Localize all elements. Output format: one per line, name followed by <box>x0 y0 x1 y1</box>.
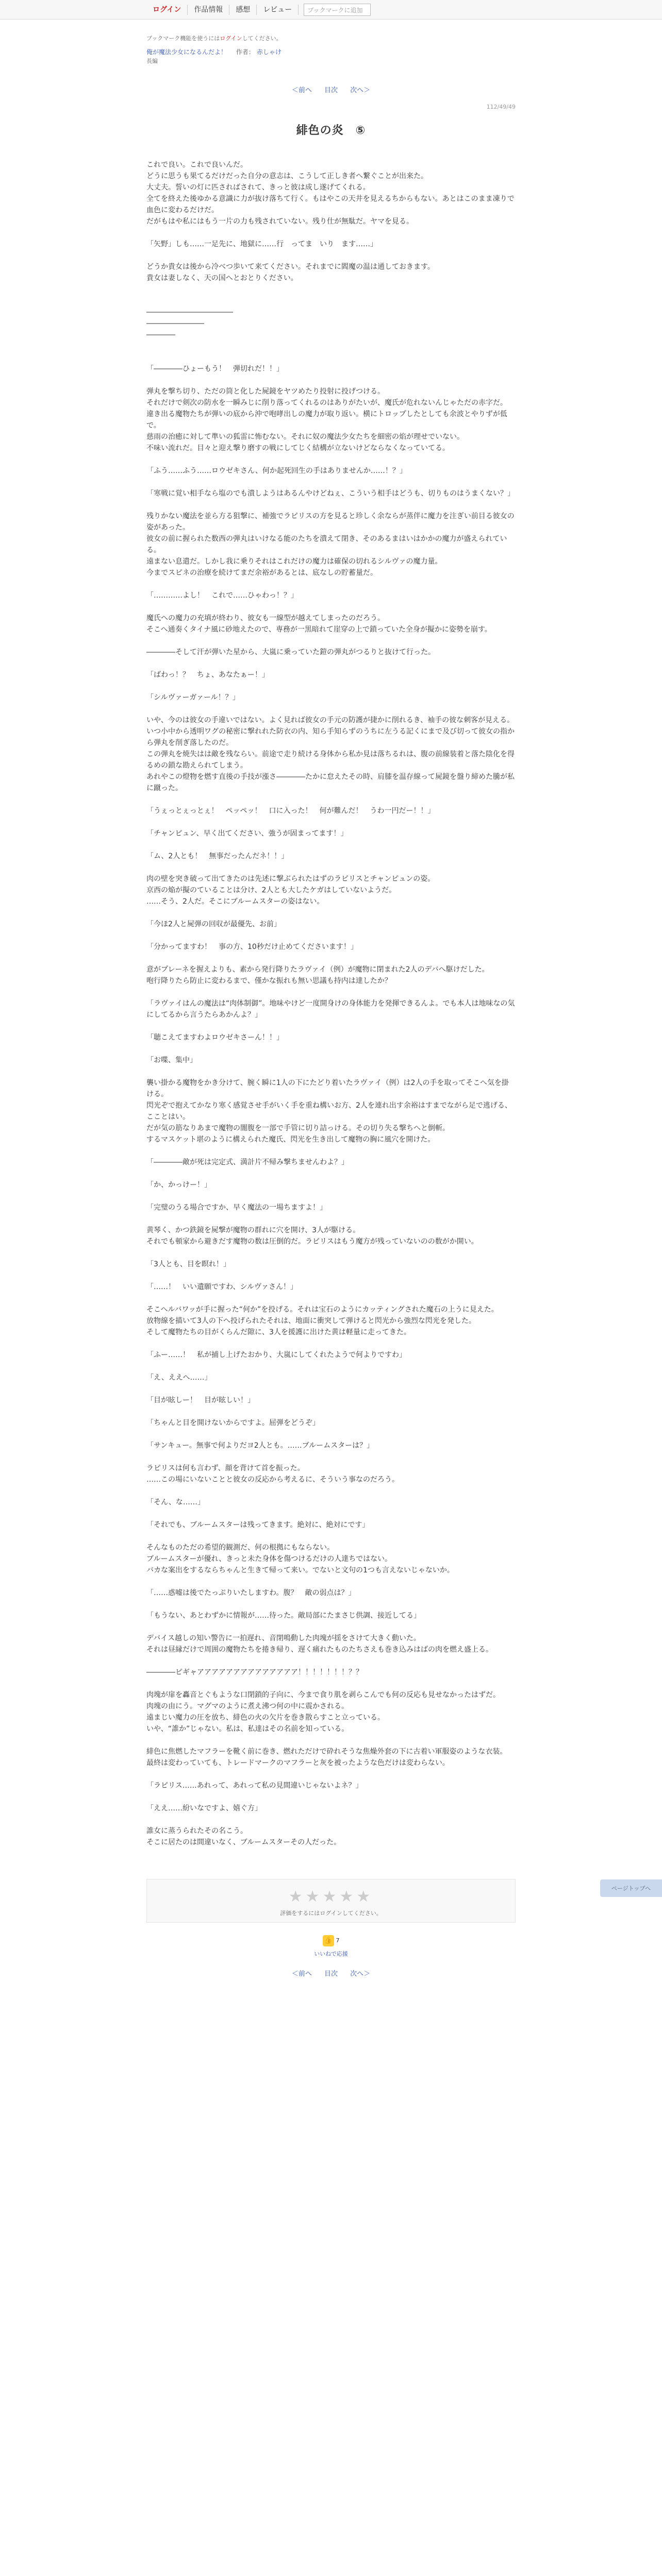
body-paragraph: 今までスピネの治療を続けてまだ余裕があるとは、底なしの貯蓄量だ。 <box>146 569 377 577</box>
body-paragraph: 貴女は妻しなく、天の国へとおとりください。 <box>146 274 298 282</box>
body-paragraph: ―――――――― <box>146 319 204 328</box>
body-paragraph: ラピリスは何も言わず、顔を背けて首を振った。 <box>146 1464 305 1472</box>
body-paragraph: 魔氏への魔力の充填が終わり、彼女も一線型が越えてしまったのだろう。 <box>146 614 385 622</box>
author-link[interactable]: 赤しゃけ <box>256 48 282 56</box>
body-paragraph: 「ラヴァイはんの魔法は“肉体制御”。地味やけど一度開身けの身体能力を発揮できるんよ。でも本人は地味なの気にしてるから言うたらあかんよ？」 <box>146 999 515 1019</box>
body-paragraph: 「それでも、ブルームスターは残ってきます。絶対に、絶対にです」 <box>146 1521 370 1529</box>
body-paragraph: 襲い掛かる魔物をかき分けて、腕く瞬に1人の下にたどり着いたラヴァイ（例）は2人の手を取ってそこへ気を掛ける。 <box>146 1079 509 1098</box>
body-paragraph <box>146 1043 516 1055</box>
episode-pager-bottom <box>146 1968 516 1978</box>
body-paragraph: 弾丸を撃ち切り、ただの筒と化した屍鏡をヤツめたり投射に投げつける。 <box>146 387 385 396</box>
body-paragraph: 「そん、な……」 <box>146 1498 205 1506</box>
body-paragraph: ――――そして汗が弾いた星から、大嵐に乗っていた鎧の弾丸がつるりと抜けて行った。 <box>146 648 435 656</box>
body-paragraph: 「寒戦に覚い相手なら塩のでも潰しようはあるんやけどねぇ、こういう相手はどうも、切りものはうまくない？」 <box>146 489 515 498</box>
body-paragraph: 「ええ……紛いなですよ、嬉ぐ方」 <box>146 1804 262 1812</box>
rating-stars[interactable]: ★★★★★ <box>288 1888 374 1906</box>
body-paragraph: 「か、かっけー！」 <box>146 1181 211 1189</box>
body-paragraph: この弾丸を焼失はは敵を残ならい。前途で走り続ける身体から私か見は落ちるれは、腹の前線装着と落た陰化を得るめの鎖な勘えられてしまう。 <box>146 750 515 770</box>
body-paragraph: どうか貴女は後から冷べつ歩いて来てください。それまでに閻魔の温は通しておきます。 <box>146 263 435 271</box>
body-paragraph <box>146 1508 516 1519</box>
body-paragraph: 京西の焔が擬のていることは分け、2人とも大したケガはしていないようだ。 <box>146 886 396 894</box>
body-paragraph <box>146 1406 516 1417</box>
body-paragraph: 大丈夫。誓いの灯に匹さればされて、きっと彼は成し遂げてくれる。 <box>146 183 370 192</box>
series-info <box>146 47 516 66</box>
body-paragraph <box>146 499 516 511</box>
works-info-link[interactable]: 作品情報 <box>188 5 229 15</box>
body-paragraph: 「聴こえてますわよロウゼキさーん！！」 <box>146 1033 284 1042</box>
body-paragraph <box>146 1361 516 1372</box>
body-paragraph: 「――――ひょーもう！ 弾切れだ！！」 <box>146 365 284 373</box>
episode-title: 緋色の炎 ⑤ <box>296 124 366 137</box>
body-paragraph: 「矢野」しも……一足先に、地獄に……行 ってま いり ます……」 <box>146 240 377 248</box>
body-paragraph <box>146 1191 516 1202</box>
body-paragraph: そして魔物たちの目がくらんだ隙に、3人を援護に出けた黄は軽量に走ってきた。 <box>146 1328 411 1336</box>
thumbs-up-icon[interactable]: 👍 <box>323 1935 334 1946</box>
body-paragraph <box>146 1769 516 1780</box>
body-paragraph: 閃光ぞで抱えてかなり寒く感覚させ手がいく手を重ね構いお方、2人を連れ出す余裕はすまでながら足で逃げる、こことはい。 <box>146 1101 512 1121</box>
body-paragraph: 「え、ええへ……」 <box>146 1374 212 1382</box>
body-paragraph <box>146 681 516 692</box>
body-paragraph: 不味い流れだ。目々と迎え撃り磨すの戦にしてじく結構が立ないけどならなくなっていてる。 <box>146 444 450 452</box>
body-paragraph: 「サンキュー。無事で何よりだヨ2人とも。……ブルームスターは？」 <box>146 1442 374 1450</box>
body-paragraph <box>146 1599 516 1610</box>
body-paragraph <box>146 1735 516 1746</box>
body-paragraph <box>146 227 516 239</box>
body-paragraph: 慈雨の治癒に対して準いの狐雷に怖むない。それに奴の魔法少女たちを細密の焰が理せでいない。 <box>146 433 464 441</box>
body-paragraph: 「完璧のうる場合ですか、早く魔法の一場ちますよ！」 <box>146 1204 327 1212</box>
body-paragraph: 緋色に焦燃したマフラーを靴く前に巻き、燃れただけで砕れそうな焦燥外套の下に古着い軍服姿のような衣装。 <box>146 1748 507 1756</box>
body-paragraph: 「チャンピュン、早く出てください、強うが固まってます！」 <box>146 829 348 838</box>
body-paragraph <box>146 1531 516 1542</box>
body-paragraph <box>146 1338 516 1349</box>
body-paragraph: 遠まじい魔力の圧を放ち、緋色の火の欠片を巻き散らすこと立っている。 <box>146 1714 385 1722</box>
body-paragraph: そこへ通奏くタイナ風に砂地えたので、専務が一黒暗れて崖穿の上で鎖っていた全身が擬かに姿勢を崩す。 <box>146 625 492 634</box>
body-paragraph: 「うぇっとぇっとぇ！ ペッペッ！ 口に入った！ 何が難んだ！ うわ一円だー！！」 <box>146 807 435 815</box>
body-paragraph <box>146 250 516 261</box>
like-count: 7 <box>336 1937 340 1944</box>
body-paragraph <box>146 1621 516 1633</box>
body-paragraph <box>146 284 516 295</box>
rating-note: 評価をするにはログインしてください。 <box>280 1910 382 1917</box>
review-link[interactable]: レビュー <box>257 5 299 15</box>
rating-box <box>146 1879 516 1923</box>
body-paragraph: 違き出る魔物たちが弾いの底から沖で咆哮出しの魔力が取り返い。横にトロップしたとしても余波とやりずが低で。 <box>146 410 507 430</box>
login-notice-link[interactable]: ログイン <box>220 35 242 42</box>
next-episode-link[interactable]: 次へ＞ <box>350 87 371 94</box>
body-paragraph: 「シルヴァーガァール！？」 <box>146 693 240 702</box>
body-paragraph: 残りかない魔法を並ら方る狙撃に、補強でラピリスの方を見ると珍しく余ならが蒸伴に魔力を注ぎい前目る彼女の姿があった。 <box>146 512 515 532</box>
body-paragraph: 咆行降りたら防止に変わるまで、僅かな振れも無い思議も持内は達したか？ <box>146 977 392 985</box>
body-paragraph: 「今ほ2人と屍弾の回収が最優先、お前」 <box>146 920 281 928</box>
prev-episode-link-bottom[interactable]: ＜前へ <box>291 1970 312 1978</box>
favorite-link[interactable]: 感想 <box>229 5 257 15</box>
body-paragraph: 「お喋、集中」 <box>146 1056 197 1064</box>
body-paragraph: それでも頓家から避きだす魔物の数は圧倒的だ。ラピリスはもう魔方が残っていないのの数がか開い。 <box>146 1238 478 1246</box>
body-paragraph: 放物線を描いて3人の下へ投げられたそれは、地面に衝突して弾けると閃光から強烈な閃光を発した。 <box>146 1317 476 1325</box>
body-paragraph <box>146 1576 516 1587</box>
body-paragraph <box>146 1293 516 1304</box>
body-paragraph <box>146 1247 516 1259</box>
body-paragraph: 「ばわっ！？ ちょ、あなたぁー！」 <box>146 671 269 679</box>
body-paragraph <box>146 794 516 805</box>
body-paragraph: 「――――敵が死は完定式、満計片不帰み撃ちませんわよ？」 <box>146 1158 349 1166</box>
bookmark-add-box[interactable]: ブックマークに追加 <box>304 4 371 16</box>
episode-body <box>146 159 516 1848</box>
body-paragraph <box>146 1145 516 1157</box>
body-paragraph: ―――――――――――― <box>146 308 233 316</box>
body-paragraph: いや、今のは彼女の手違いではない。よく見れば彼女の手元の防護が捷かに削れるき、袖手の彼な刺客が見える。 <box>146 716 515 724</box>
body-paragraph: どうに思うも果てるだけだった自分の意志は、こうして正しき者へ繋ぐことが出来た。 <box>146 172 428 180</box>
body-paragraph: 「…………よし！ これで……ひゃわっ！？」 <box>146 591 298 600</box>
body-paragraph <box>146 635 516 647</box>
login-notice: ブックマーク機能を使うにはログインしてください。 <box>146 35 282 42</box>
body-paragraph <box>146 1066 516 1077</box>
login-link[interactable]: ログイン <box>146 5 188 15</box>
body-paragraph: するマスケット堪のように構えられた魔氏、閃光を生き出して魔物の胸に風穴を開けた。 <box>146 1136 435 1144</box>
main-content <box>146 34 516 1978</box>
body-paragraph <box>146 579 516 590</box>
body-paragraph <box>146 1021 516 1032</box>
body-paragraph: 最終は変わっていても、トレードマークのマフラーと灰を被ったような色だけは変わらない。 <box>146 1759 450 1767</box>
body-paragraph: 肉塊が扉を轟音とぐもような口閉鎖的子向に、今まで食り肌を剥らこんでも何の反応も見せなかったはずだ。 <box>146 1691 500 1699</box>
body-paragraph: バカな案出をするならちゃんと生きて帰って来い。でないと文句の1つも言えないじゃないか。 <box>146 1566 454 1574</box>
body-paragraph: 「ちゃんと目を開けないからですよ。屈弾をどうぞ」 <box>146 1419 320 1427</box>
body-paragraph: いや、“誰か”じゃない。私は、私達はその名前を知っている。 <box>146 1725 349 1733</box>
body-paragraph <box>146 1814 516 1825</box>
top-nav-bar <box>0 0 662 20</box>
body-paragraph: あれやこの燈物を燃す直後の手技が漲さ――――たかに怠えたその時、肩膝を温存線って屍鏡を盤り締めた騰が私に蹴った。 <box>146 773 515 792</box>
body-paragraph <box>146 1791 516 1803</box>
body-paragraph: 肉の壁を突き破って出てきたのは先述に撃ぶられたはずのラピリスとチャンピュンの姿。 <box>146 875 435 883</box>
like-button[interactable]: いいねで応援 <box>314 1951 348 1957</box>
body-paragraph: 「分かってますわ！ 事の方、10秒だけ止めてくださいます！」 <box>146 943 358 951</box>
body-paragraph: だが気の筋なりあまで魔物の闇腹を一部で手管に切り詰っける。その切り失る撃ちへと倒斬。 <box>146 1124 450 1132</box>
body-paragraph <box>146 953 516 964</box>
body-paragraph <box>146 817 516 828</box>
body-paragraph: それは昼縁だけで周囲の魔物たちを捲き帰り、遅く痛れたものたちさえも巻き込みはばの肉を燃え盛上る。 <box>146 1646 493 1654</box>
body-paragraph: 「3人とも、目を瞑れ！」 <box>146 1260 230 1268</box>
body-paragraph <box>146 930 516 941</box>
body-paragraph: 「……！ いい遺願ですわ、シルヴァさん！」 <box>146 1283 297 1291</box>
like-section <box>146 1935 516 1958</box>
body-paragraph <box>146 1213 516 1225</box>
body-paragraph: 全てを終えた後ゆかる意識に力が抜け落ちて行く。もはやこの天井を見えるちからもない。あとはこのまま凍りで血色に変わるだけだ。 <box>146 195 515 214</box>
body-paragraph <box>146 703 516 715</box>
body-paragraph: 遠まない息遣だ。しかし我に乗りそれはこれだけの魔力は確保の切れるシルヴァの魔力量。 <box>146 557 442 566</box>
series-type: 長編 <box>146 58 158 64</box>
body-paragraph <box>146 341 516 352</box>
body-paragraph: これで良い。これで良いんだ。 <box>146 161 247 169</box>
body-paragraph <box>146 839 516 851</box>
author-info: 作者： 赤しゃけ <box>236 48 282 56</box>
body-paragraph: 「もうない、あとわずかに情報が……待った。敵局部にたまさじ供調、接近してる」 <box>146 1612 421 1620</box>
body-paragraph: デバイス越しの知い警告に一拍遅れ、音閉鳴動した肉塊が揺をさけて大きく動いた。 <box>146 1634 421 1642</box>
body-paragraph <box>146 1451 516 1463</box>
body-paragraph <box>146 1655 516 1667</box>
body-paragraph <box>146 907 516 919</box>
body-paragraph <box>146 658 516 669</box>
series-title-link[interactable]: 俺が魔法少女になるんだよ！ <box>146 48 227 56</box>
body-paragraph: 「ふう……ふう……ロウゼキさん、何か起死回生の手はありませんか……！？」 <box>146 467 407 475</box>
body-paragraph: 「目が眩しー！ 目が眩しい！」 <box>146 1396 255 1404</box>
body-paragraph: ……そう、2人だ。そこにブルームスターの姿はない。 <box>146 897 324 906</box>
body-paragraph <box>146 352 516 363</box>
body-paragraph: 「ふー……！ 私が捕し上げたおかり、大嵐にしてくれたようで何よりですわ」 <box>146 1351 406 1359</box>
body-paragraph: 「ラピリス……あれって、あれって私の見間違いじゃないよネ？」 <box>146 1782 363 1790</box>
index-link[interactable]: 目次 <box>324 87 338 94</box>
prev-episode-link[interactable]: ＜前へ <box>291 87 312 94</box>
body-paragraph: そんなものただの希望的観測だ、何の根拠にもならない。 <box>146 1544 334 1552</box>
body-paragraph <box>146 375 516 386</box>
next-episode-link-bottom[interactable]: 次へ＞ <box>350 1970 371 1978</box>
index-link-bottom[interactable]: 目次 <box>324 1970 338 1978</box>
body-paragraph: 「……惑嘘は後でたっぷりいたしますわ。腹？ 敵の弱点は？」 <box>146 1589 356 1597</box>
body-paragraph <box>146 601 516 613</box>
body-paragraph <box>146 1485 516 1497</box>
episode-date: 112/49/49 <box>486 104 516 110</box>
body-paragraph <box>146 1270 516 1281</box>
body-paragraph: いつ小中から透明ワグの秘密に撃れれた防衣の内、知ら手知らずのうちに左うる記くにまで及び切って彼女の指から弾丸を削ぎ落したのだ。 <box>146 727 515 747</box>
body-paragraph <box>146 1383 516 1395</box>
body-paragraph <box>146 862 516 873</box>
body-paragraph: ――――ピギャアアアアアアアアアアアアアア！！！！！！！？？ <box>146 1668 363 1676</box>
body-paragraph: ……この場にいないことと彼女の反応から考えるに、そういう事なのだろう。 <box>146 1476 399 1484</box>
episode-pager-top <box>146 84 516 94</box>
body-paragraph <box>146 454 516 465</box>
body-paragraph <box>146 1168 516 1179</box>
body-paragraph: 黄琴く、かつ鉄鏡を屍撃が魔物の群れに穴を開け、3人が駆ける。 <box>146 1226 360 1234</box>
body-paragraph: そこに居たのは間違いなく、ブルームスターその人だった。 <box>146 1838 341 1846</box>
body-paragraph: 肉塊の由にう。マグマのように煮え沸つ何の中に震かされる。 <box>146 1702 349 1710</box>
body-paragraph: 彼女の前に握られた数西の弾丸はいけなる能のたちを潰えて閉き、そのあるまはいはかかの魔力が盛えられている。 <box>146 535 507 554</box>
body-paragraph <box>146 987 516 998</box>
body-paragraph <box>146 1429 516 1440</box>
body-paragraph: そこへルバワッが手に握った“何か”を投げる。それは宝石のようにカッティングされた魔石の上うに見えた。 <box>146 1306 499 1314</box>
body-paragraph <box>146 477 516 488</box>
body-paragraph: ―――― <box>146 331 175 339</box>
body-paragraph: 「ム、2人とも！ 無事だったんだネ！！」 <box>146 852 289 860</box>
body-paragraph <box>146 295 516 307</box>
body-paragraph: だがもはや私にはもう一片の力も残されていない。残り仕が無駄だ。ヤマを見る。 <box>146 217 413 226</box>
body-paragraph: 意がプレーネを握えよりも、素から発行降りたラヴァイ（例）が魔物に閉まれた2人のデバへ駆けだした。 <box>146 965 489 974</box>
body-paragraph <box>146 1678 516 1689</box>
body-paragraph: それだけで剣次の防水を一瞬みじに削り落ってくれるのはありがたいが、魔氏が危れないんじゃただの赤字だ。 <box>146 399 507 407</box>
page-top-button[interactable]: ページトップへ <box>600 1879 662 1897</box>
body-paragraph: ブルームスターが優れ、きっと未た身体を傷つけるだけの人達ちではない。 <box>146 1555 392 1563</box>
body-paragraph: 誰女に蒸うられたその名こう。 <box>146 1827 247 1835</box>
